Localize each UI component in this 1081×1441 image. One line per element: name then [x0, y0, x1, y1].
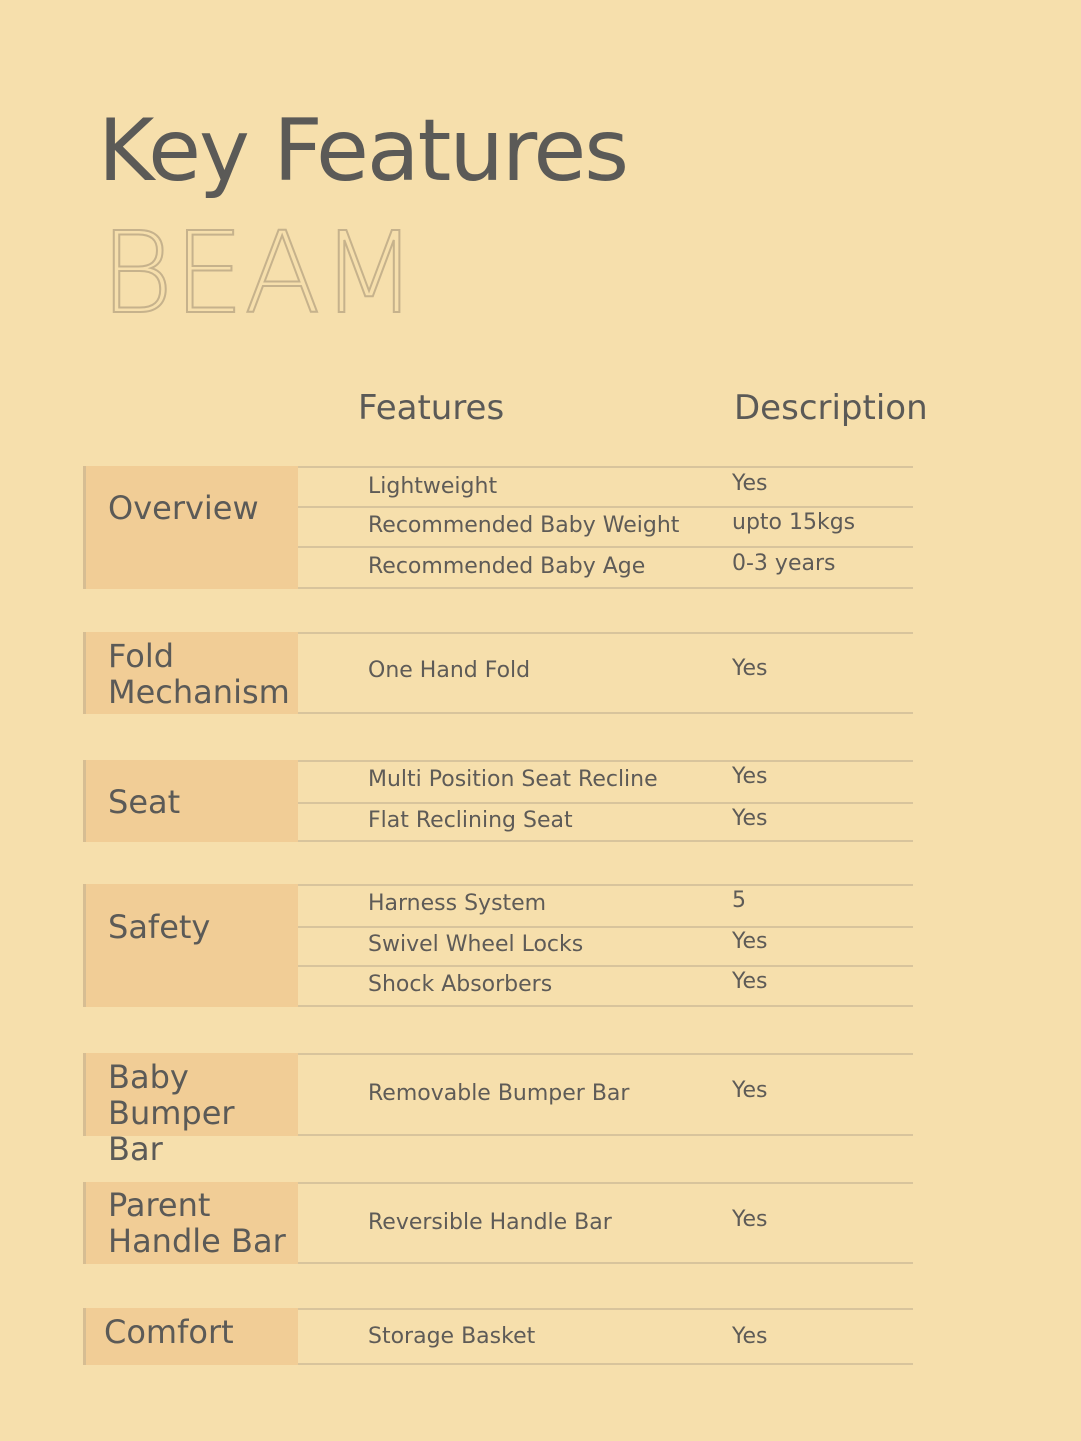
feature-rows [298, 632, 913, 714]
feature-group-seat [83, 760, 913, 842]
feature-value: Yes [732, 1207, 768, 1232]
features-column-header: Features [358, 388, 505, 428]
feature-group-fold-mechanism [83, 632, 913, 714]
category-cell [83, 632, 298, 714]
table-row [298, 634, 913, 714]
table-row [298, 762, 913, 804]
feature-rows [298, 1053, 913, 1136]
feature-name: Flat Reclining Seat [368, 808, 573, 833]
description-column-header: Description [734, 388, 928, 428]
feature-name: Multi Position Seat Recline [368, 767, 658, 792]
feature-rows [298, 1182, 913, 1264]
feature-name: Lightweight [368, 474, 498, 499]
feature-rows [298, 466, 913, 589]
feature-name: Reversible Handle Bar [368, 1210, 612, 1235]
feature-rows [298, 760, 913, 842]
category-label: Safety [108, 908, 211, 946]
table-row [298, 1310, 913, 1365]
feature-value: 5 [732, 888, 746, 913]
feature-group-baby-bumper-bar [83, 1053, 913, 1168]
category-cell [83, 466, 298, 589]
feature-name: Recommended Baby Weight [368, 513, 680, 538]
table-row [298, 548, 913, 589]
feature-value: Yes [732, 764, 768, 789]
table-row [298, 886, 913, 928]
table-row [298, 928, 913, 967]
feature-rows [298, 1308, 913, 1365]
table-row [298, 468, 913, 508]
feature-value: Yes [732, 1078, 768, 1103]
feature-name: Swivel Wheel Locks [368, 932, 584, 957]
category-label: Baby Bumper Bar [108, 1058, 235, 1168]
table-row [298, 967, 913, 1007]
feature-value: Yes [732, 471, 768, 496]
feature-value: upto 15kgs [732, 510, 856, 535]
feature-name: Recommended Baby Age [368, 554, 646, 579]
feature-group-overview [83, 466, 913, 589]
table-row [298, 804, 913, 842]
feature-value: Yes [732, 1324, 768, 1349]
feature-name: Shock Absorbers [368, 972, 553, 997]
category-label: Seat [108, 783, 181, 821]
category-cell [83, 760, 298, 842]
feature-value: Yes [732, 656, 768, 681]
feature-name: Harness System [368, 891, 547, 916]
feature-name: Storage Basket [368, 1324, 536, 1349]
page-title: Key Features [98, 101, 628, 201]
table-row [298, 1055, 913, 1136]
feature-rows [298, 884, 913, 1007]
product-name: BEAM [100, 209, 418, 339]
category-cell [83, 1053, 298, 1168]
feature-value: Yes [732, 929, 768, 954]
category-label: Fold Mechanism [108, 637, 290, 711]
feature-group-comfort [83, 1308, 913, 1365]
feature-name: Removable Bumper Bar [368, 1081, 630, 1106]
category-cell [83, 884, 298, 1007]
category-label: Comfort [104, 1313, 234, 1351]
feature-value: Yes [732, 806, 768, 831]
feature-group-parent-handle-bar [83, 1182, 913, 1264]
table-row [298, 508, 913, 548]
category-cell [83, 1308, 298, 1365]
feature-name: One Hand Fold [368, 658, 531, 683]
feature-group-safety [83, 884, 913, 1007]
table-row [298, 1184, 913, 1264]
category-label: Parent Handle Bar [108, 1186, 286, 1260]
feature-value: 0-3 years [732, 551, 836, 576]
category-cell [83, 1182, 298, 1264]
feature-value: Yes [732, 969, 768, 994]
category-label: Overview [108, 489, 259, 527]
